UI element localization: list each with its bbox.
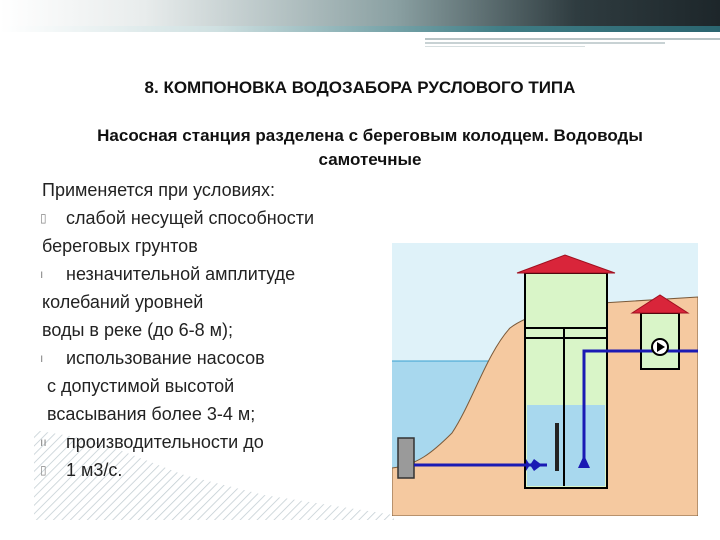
list-item: ı незначительной амплитуде [42, 260, 342, 288]
subtitle-line: Насосная станция разделена с береговым колодцем. Водоводы [97, 126, 643, 145]
list-intro: Применяется при условиях: [42, 180, 275, 200]
list-item-continuation: колебаний уровней [42, 292, 204, 312]
slide-top-bar [0, 0, 720, 30]
slide-title: 8. КОМПОНОВКА ВОДОЗАБОРА РУСЛОВОГО ТИПА [144, 78, 576, 97]
bullet-icon: ▯ [40, 211, 47, 225]
water-intake-diagram [392, 243, 698, 516]
list-item: ıı производительности до [42, 428, 342, 456]
bullet-icon: ı [40, 267, 44, 281]
bullet-icon: ı [40, 351, 44, 365]
list-item-continuation: всасывания более 3-4 м; [42, 404, 256, 424]
list-item-continuation: береговых грунтов [42, 236, 198, 256]
list-item: ▯ слабой несущей способности [42, 204, 342, 232]
shore-well-water [527, 405, 605, 486]
top-bar-teal-band [0, 26, 720, 32]
screen-grid [555, 423, 559, 471]
conditions-list [42, 176, 342, 484]
list-item: ▯ 1 м3/с. [42, 456, 342, 484]
decor-line [425, 38, 720, 40]
bullet-icon: ▯ [40, 463, 47, 477]
decor-line [425, 46, 585, 47]
intake-head [398, 438, 414, 478]
slide-subtitle [60, 124, 680, 172]
top-bar-dark-band [0, 0, 720, 26]
list-item-continuation: с допустимой высотой [42, 376, 235, 396]
list-item-continuation: воды в реке (до 6-8 м); [42, 320, 233, 340]
decor-line [425, 42, 665, 44]
top-decor-lines [425, 38, 720, 48]
bullet-icon: ıı [40, 435, 47, 449]
list-item: ı использование насосов [42, 344, 342, 372]
subtitle-line: самотечные [318, 150, 422, 169]
